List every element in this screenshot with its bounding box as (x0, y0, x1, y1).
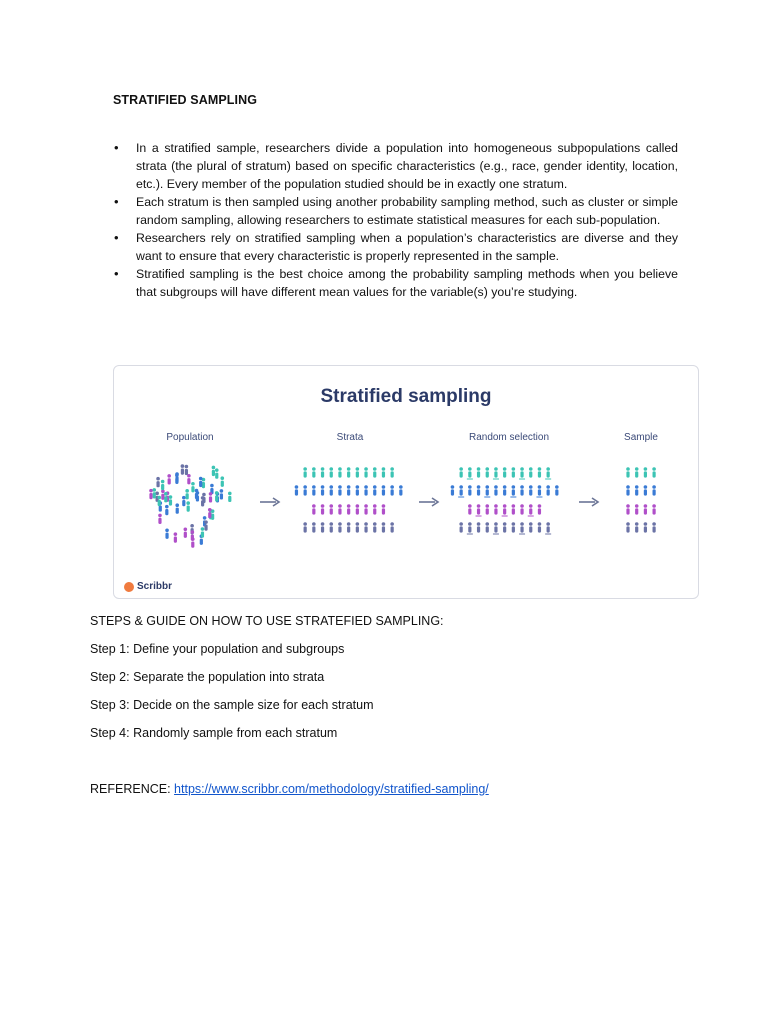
sample-person-icon (635, 504, 639, 514)
selection-person-icon (538, 467, 542, 477)
strata-person-icon (338, 485, 342, 495)
selection-person-icon (494, 504, 498, 514)
selection-person-icon (494, 522, 498, 532)
population-person-icon (196, 491, 200, 501)
strata-person-icon (312, 485, 316, 495)
label-sample: Sample (624, 432, 658, 443)
arrow-icon (419, 498, 438, 506)
population-person-icon (185, 489, 189, 499)
strata-person-icon (373, 485, 377, 495)
label-population: Population (166, 432, 214, 443)
population-person-icon (220, 476, 224, 486)
sample-person-icon (652, 504, 656, 514)
strata-person-icon (329, 467, 333, 477)
strata-person-icon (312, 504, 316, 514)
step-2: Step 2: Separate the population into strata (90, 670, 325, 684)
selection-person-icon (538, 522, 542, 532)
selection-person-icon (485, 522, 489, 532)
selection-person-icon (546, 485, 550, 495)
selection-person-icon (503, 467, 507, 477)
population-person-icon (152, 488, 156, 498)
label-strata: Strata (336, 432, 364, 443)
population-person-icon (165, 505, 169, 515)
population-person-icon (174, 532, 178, 542)
sample-person-icon (626, 504, 630, 514)
sample-person-icon (635, 522, 639, 532)
selection-person-icon (529, 485, 533, 495)
selection-person-icon (485, 504, 489, 514)
selection-person-icon (459, 467, 463, 477)
selection-person-icon (529, 467, 533, 477)
selection-person-icon (546, 522, 550, 532)
population-person-icon (199, 477, 203, 487)
reference-link[interactable]: https://www.scribbr.com/methodology/stratified-sampling/ (174, 782, 489, 796)
population-person-icon (161, 489, 165, 499)
sample-person-icon (644, 485, 648, 495)
strata-person-icon (312, 467, 316, 477)
population-person-icon (167, 474, 171, 484)
selection-person-icon (520, 485, 524, 495)
population-person-icon (158, 514, 162, 524)
selection-person-icon (477, 467, 481, 477)
strata-person-icon (303, 467, 307, 477)
bullet-item: • In a stratified sample, researchers divide a population into homogeneous subpopulations called strata (the plural of stratum) based on specific characteristics (e.g., race, gender identity, location, etc.). Every member of the population studied should be in exactly one stratum. (136, 139, 678, 193)
selection-person-icon (468, 467, 472, 477)
strata-person-icon (321, 485, 325, 495)
population-person-icon (184, 527, 188, 537)
population-person-icon (156, 477, 160, 487)
scribbr-logo-icon (124, 582, 134, 592)
selection-person-icon (485, 485, 489, 495)
strata-person-icon (382, 522, 386, 532)
strata-person-icon (347, 485, 351, 495)
selection-person-icon (503, 485, 507, 495)
selection-person-icon (459, 485, 463, 495)
selection-person-icon (512, 467, 516, 477)
strata-person-icon (303, 485, 307, 495)
strata-person-icon (356, 504, 360, 514)
sample-person-icon (652, 467, 656, 477)
population-person-icon (185, 465, 189, 475)
strata-person-icon (364, 522, 368, 532)
population-person-icon (165, 528, 169, 538)
sample-person-icon (644, 504, 648, 514)
selection-person-icon (529, 522, 533, 532)
population-person-icon (182, 496, 186, 506)
selection-person-icon (468, 504, 472, 514)
strata-person-icon (390, 485, 394, 495)
sample-person-icon (635, 467, 639, 477)
sample-person-icon (635, 485, 639, 495)
selection-person-icon (468, 485, 472, 495)
population-person-icon (220, 489, 224, 499)
sample-person-icon (626, 522, 630, 532)
strata-person-icon (338, 504, 342, 514)
sample-person-icon (652, 485, 656, 495)
selection-person-icon (477, 522, 481, 532)
sample-person-icon (626, 485, 630, 495)
strata-person-icon (347, 504, 351, 514)
step-4: Step 4: Randomly sample from each stratum (90, 726, 338, 740)
selection-person-icon (459, 522, 463, 532)
stratified-sampling-figure (113, 365, 699, 599)
population-person-icon (191, 537, 195, 547)
population-person-icon (157, 496, 161, 506)
strata-person-icon (356, 485, 360, 495)
strata-person-icon (356, 522, 360, 532)
population-person-icon (149, 489, 153, 499)
population-person-icon (201, 527, 205, 537)
sample-person-icon (626, 467, 630, 477)
population-person-icon (209, 492, 213, 502)
sample-person-icon (644, 467, 648, 477)
strata-person-icon (321, 522, 325, 532)
selection-person-icon (546, 467, 550, 477)
strata-person-icon (347, 522, 351, 532)
strata-person-icon (338, 522, 342, 532)
strata-person-icon (373, 522, 377, 532)
strata-person-icon (295, 485, 299, 495)
strata-person-icon (390, 522, 394, 532)
strata-person-icon (303, 522, 307, 532)
bullet-item: • Researchers rely on stratified sampling when a population’s characteristics are diverse and they want to ensure that every characteristic is properly represented in the sample. (136, 229, 678, 265)
population-person-icon (208, 508, 212, 518)
selection-person-icon (485, 467, 489, 477)
selection-person-icon (512, 504, 516, 514)
population-person-icon (215, 468, 219, 478)
strata-person-icon (329, 522, 333, 532)
strata-person-icon (329, 485, 333, 495)
population-person-icon (161, 480, 165, 490)
population-person-icon (169, 495, 173, 505)
population-person-icon (187, 474, 191, 484)
strata-person-icon (399, 485, 403, 495)
selection-person-icon (477, 485, 481, 495)
strata-person-icon (364, 504, 368, 514)
selection-person-icon (555, 485, 559, 495)
population-person-icon (186, 501, 190, 511)
selection-person-icon (520, 522, 524, 532)
selection-person-icon (503, 504, 507, 514)
arrow-icon (579, 498, 598, 506)
strata-person-icon (382, 485, 386, 495)
selection-person-icon (520, 467, 524, 477)
selection-person-icon (451, 485, 455, 495)
strata-person-icon (364, 467, 368, 477)
population-person-icon (175, 474, 179, 484)
bullet-item: • Stratified sampling is the best choice among the probability sampling methods when you believe that subgroups will have different mean values for the variable(s) you’re studying. (136, 265, 678, 301)
scribbr-logo (124, 581, 172, 592)
strata-person-icon (382, 467, 386, 477)
selection-person-icon (512, 522, 516, 532)
selection-person-icon (494, 467, 498, 477)
sample-person-icon (652, 522, 656, 532)
population-person-icon (181, 464, 185, 474)
population-person-icon (164, 492, 168, 502)
population-person-icon (204, 520, 208, 530)
selection-person-icon (494, 485, 498, 495)
bullet-item: • Each stratum is then sampled using another probability sampling method, such as cluster or simple random sampling, allowing researchers to estimate statistical measures for each sub-population. (136, 193, 678, 229)
sample-person-icon (644, 522, 648, 532)
population-person-icon (215, 491, 219, 501)
steps-heading: STEPS & GUIDE ON HOW TO USE STRATEFIED SAMPLING: (90, 614, 444, 628)
population-person-icon (212, 466, 216, 476)
strata-person-icon (390, 467, 394, 477)
strata-person-icon (321, 504, 325, 514)
selection-person-icon (468, 522, 472, 532)
figure-title: Stratified sampling (320, 386, 492, 407)
selection-person-icon (538, 504, 542, 514)
section-title: STRATIFIED SAMPLING (113, 93, 258, 107)
strata-person-icon (382, 504, 386, 514)
reference-label: REFERENCE: (90, 782, 175, 796)
label-random-selection: Random selection (468, 432, 550, 443)
selection-person-icon (529, 504, 533, 514)
selection-person-icon (512, 485, 516, 495)
bullet-list (136, 139, 678, 301)
scribbr-logo-text: Scribbr (137, 581, 173, 592)
strata-person-icon (329, 504, 333, 514)
strata-person-icon (347, 467, 351, 477)
population-person-icon (202, 493, 206, 503)
step-3: Step 3: Decide on the sample size for each stratum (90, 698, 374, 712)
reference (90, 782, 489, 796)
population-person-icon (175, 503, 179, 513)
strata-person-icon (356, 467, 360, 477)
selection-person-icon (538, 485, 542, 495)
strata-person-icon (373, 467, 377, 477)
strata-person-icon (373, 504, 377, 514)
strata-person-icon (338, 467, 342, 477)
population-person-icon (228, 492, 232, 502)
strata-person-icon (321, 467, 325, 477)
step-1: Step 1: Define your population and subgroups (90, 642, 345, 656)
arrow-icon (260, 498, 279, 506)
selection-person-icon (477, 504, 481, 514)
population-person-icon (191, 482, 195, 492)
selection-person-icon (520, 504, 524, 514)
strata-person-icon (312, 522, 316, 532)
strata-person-icon (364, 485, 368, 495)
selection-person-icon (503, 522, 507, 532)
